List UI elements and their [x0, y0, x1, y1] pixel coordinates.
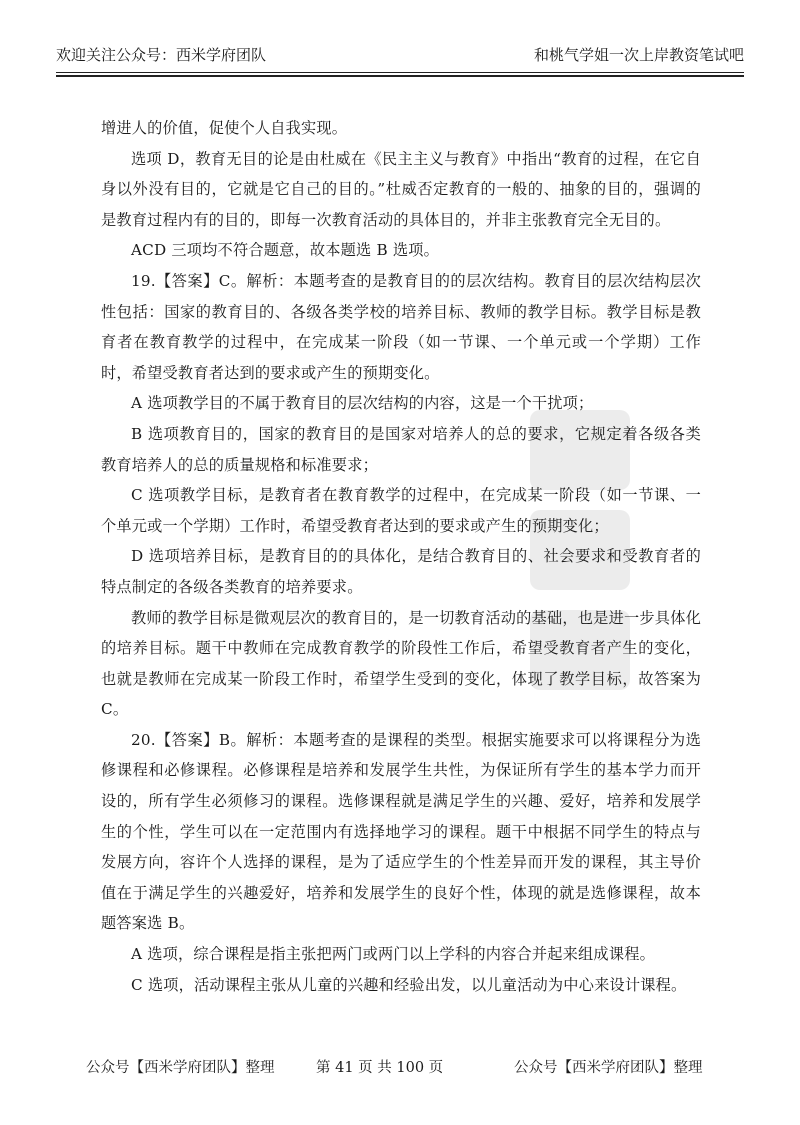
footer-right-text: 公众号【西米学府团队】整理 — [514, 1060, 703, 1076]
page-header — [56, 44, 744, 68]
paragraph: C 选项，活动课程主张从儿童的兴趣和经验出发，以儿童活动为中心来设计课程。 — [131, 975, 687, 994]
header-rule-thick — [56, 75, 744, 77]
paragraph: A 选项，综合课程是指主张把两门或两门以上学科的内容合并起来组成课程。 — [131, 945, 655, 964]
header-rule-thin — [56, 72, 744, 73]
paragraph: A 选项教学目的不属于教育目的层次结构的内容，这是一个干扰项； — [131, 394, 594, 413]
header-left-text: 欢迎关注公众号：西米学府团队 — [56, 46, 267, 64]
paragraph: 教师的教学目标是微观层次的教育目的，是一切教育活动的基础，也是进一步具体化的培养目标。题干中教师在完成教育教学的阶段性工作后，希望受教育者产生的变化，也就是教师在完成某一阶段工作时，希望学生受到的变化，体现了教学目标，故答案为 C。 — [101, 608, 701, 719]
paragraph: ACD 三项均不符合题意，故本题选 B 选项。 — [131, 241, 440, 260]
paragraph: D 选项培养目标，是教育目的的具体化，是结合教育目的、社会要求和受教育者的特点制定的各级各类教育的培养要求。 — [101, 547, 701, 596]
paragraph: 20.【答案】B。解析：本题考查的是课程的类型。根据实施要求可以将课程分为选修课程和必修课程。必修课程是培养和发展学生共性，为保证所有学生的基本学力而开设的，所有学生必须修习的课程。选修课程就是满足学生的兴趣、爱好，培养和发展学生的个性，学生可以在一定范围内有选择地学习的课程。题干中根据不同学生的特点与发展方向，容许个人选择的课程，是为了适应学生的个性差异而开发的课程，其主导价值在于满足学生的兴趣爱好，培养和发展学生的良好个性，体现的就是选修课程，故本题答案选 B。 — [101, 730, 701, 933]
paragraph: C 选项教学目标，是教育者在教育教学的过程中，在完成某一阶段（如一节课、一个单元或一个学期）工作时，希望受教育者达到的要求或产生的预期变化； — [101, 486, 701, 535]
paragraph: 增进人的价值，促使个人自我实现。 — [101, 119, 348, 137]
document-body — [101, 113, 701, 1000]
header-right-text: 和桃气学姐一次上岸教资笔试吧 — [533, 46, 744, 64]
footer-left-text: 公众号【西米学府团队】整理 — [86, 1060, 275, 1076]
paragraph: B 选项教育目的，国家的教育目的是国家对培养人的总的要求，它规定着各级各类教育培养人的总的质量规格和标准要求； — [101, 424, 701, 474]
paragraph: 19.【答案】C。解析：本题考查的是教育目的的层次结构。教育目的层次结构层次性包括：国家的教育目的、各级各类学校的培养目标、教师的教学目标。教学目标是教育者在教育教学的过程中，在完成某一阶段（如一节课、一个单元或一个学期）工作时，希望受教育者达到的要求或产生的预期变化。 — [101, 271, 701, 382]
page-number: 第 41 页 共 100 页 — [316, 1060, 444, 1076]
paragraph: 选项 D，教育无目的论是由杜威在《民主主义与教育》中指出“教育的过程，在它自身以外没有目的，它就是它自己的目的。”杜威否定教育的一般的、抽象的目的，强调的是教育过程内有的目的，即每一次教育活动的具体目的，并非主张教育完全无目的。 — [101, 149, 701, 229]
